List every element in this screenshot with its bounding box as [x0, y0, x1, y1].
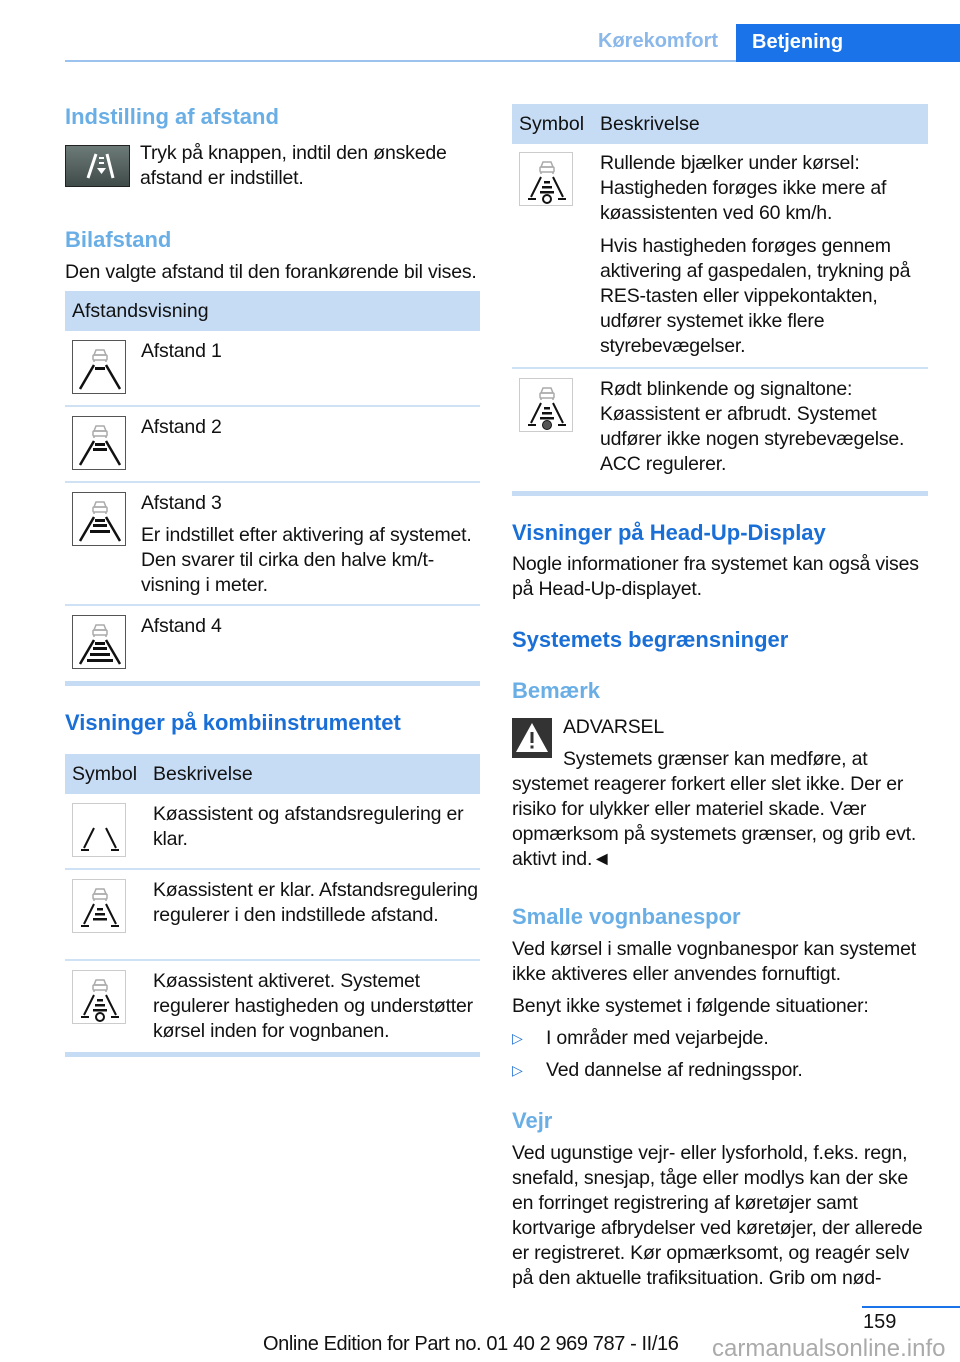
table-row — [65, 483, 480, 606]
table-row-note: Er indstillet efter aktivering af systemet. Den svarer til cirka den halve km/t-visning i meter. — [141, 524, 472, 596]
right-column — [512, 0, 928, 1291]
indstilling-block — [65, 141, 480, 191]
bilafstand-text: Den valgte afstand til den forankørende bil vises. — [65, 261, 477, 283]
lane-assist-ready-icon — [72, 803, 126, 857]
indstilling-text: Tryk på knappen, indtil den ønskede afstand er indstillet. — [140, 142, 447, 189]
col-symbol: Symbol — [72, 763, 138, 785]
warning-text: Systemets grænser kan medføre, at systemet reagerer forkert eller slet ikke. Der er risiko for ulykker eller materiel skade. Vær opmærksom på systemets grænser, og grib evt. aktivt ind.◄ — [512, 748, 917, 870]
table-row — [65, 794, 480, 870]
table-row — [65, 407, 480, 483]
heading-bemaerk: Bemærk — [512, 678, 601, 703]
heading-indstilling: Indstilling af afstand — [65, 104, 279, 129]
table-row-text: Rødt blinkende og signaltone: Køassistent er afbrudt. Systemet udfører ikke nogen styrebevægelse. ACC regulerer. — [600, 378, 905, 475]
table-row-text: Hvis hastigheden forøges gennem aktivering af gaspedalen, trykning på RES-tasten eller vippekontakten, udfører systemet ikke flere styrebevægelser. — [600, 235, 911, 357]
heading-hud: Visninger på Head-Up-Display — [512, 520, 826, 545]
table-row-text: Køassistent aktiveret. Systemet regulerer hastigheden og understøtter kørsel inden for vognbanen. — [153, 970, 473, 1042]
col-beskrivelse: Beskrivelse — [600, 113, 700, 135]
warning-block — [512, 715, 928, 872]
narrow-text: Ved kørsel i smalle vognbanespor kan systemet ikke aktiveres eller anvendes fornuftigt. — [512, 938, 916, 985]
distance-4-icon — [72, 615, 126, 669]
distance-1-icon — [72, 340, 126, 394]
table-row-label: Afstand 1 — [141, 340, 222, 362]
edition-text: Online Edition for Part no. 01 40 2 969 787 - II/16 — [263, 1333, 679, 1355]
col-symbol: Symbol — [519, 113, 585, 135]
header-label: Afstandsvisning — [72, 300, 209, 322]
page-number: 159 — [863, 1311, 897, 1333]
col-beskrivelse: Beskrivelse — [153, 763, 253, 785]
watermark: carmanualsonline.info — [712, 1335, 946, 1362]
tab-korekomfort[interactable]: Kørekomfort — [598, 30, 719, 52]
heading-bilafstand: Bilafstand — [65, 227, 172, 252]
footer-rule — [862, 1306, 960, 1308]
triangle-bullet-icon: ▷ — [512, 1030, 523, 1046]
tab-label: Betjening — [752, 31, 844, 53]
heading-kombiinstrument: Visninger på kombiinstrumentet — [65, 710, 401, 735]
bullet-item — [512, 1058, 928, 1083]
lane-assist-active-icon — [72, 970, 126, 1024]
table-row-label: Afstand 2 — [141, 416, 222, 438]
table-row — [65, 606, 480, 686]
lane-assist-interrupted-icon — [519, 378, 573, 432]
warning-title: ADVARSEL — [563, 716, 664, 738]
table-row — [512, 369, 928, 496]
heading-limits: Systemets begrænsninger — [512, 627, 789, 652]
lane-assist-ready-acc-icon — [72, 879, 126, 933]
table-row — [65, 961, 480, 1057]
weather-text: Ved ugunstige vejr- eller lysforhold, f.eks. regn, snefald, snesjap, tåge eller modlys kan der ske en forringet registrering af køretøjer samt kortvarige afbrydelser ved køretøjer, der allerede er registreret. Kør opmærksomt, og reagér selv på den aktuelle trafiksituation. Grib om nød- — [512, 1142, 923, 1289]
table-row — [65, 331, 480, 407]
table-header-afstandsvisning — [65, 291, 480, 331]
hud-text: Nogle informationer fra systemet kan også vises på Head-Up-displayet. — [512, 553, 919, 600]
left-column — [65, 0, 480, 1057]
table-row-text: Køassistent og afstandsregulering er klar. — [153, 803, 464, 850]
bullet-item — [512, 1026, 928, 1051]
bullet-text: I områder med vejarbejde. — [546, 1027, 769, 1049]
distance-3-icon — [72, 492, 126, 546]
warning-icon — [512, 718, 552, 758]
distance-2-icon — [72, 416, 126, 470]
heading-smalle: Smalle vognbanespor — [512, 904, 741, 929]
table-header — [65, 754, 480, 794]
table-row-label: Afstand 3 — [141, 492, 222, 514]
table-row — [65, 870, 480, 961]
table-row — [512, 144, 928, 369]
table-row-text: Køassistent er klar. Afstandsregulering regulerer i den indstillede afstand. — [153, 879, 478, 926]
table-header — [512, 104, 928, 144]
heading-vejr: Vejr — [512, 1108, 553, 1133]
table-row-label: Afstand 4 — [141, 615, 222, 637]
distance-button-icon — [65, 145, 130, 187]
bullet-text: Ved dannelse af redningsspor. — [546, 1059, 803, 1081]
narrow-text2: Benyt ikke systemet i følgende situationer: — [512, 995, 869, 1017]
triangle-bullet-icon: ▷ — [512, 1062, 523, 1078]
lane-assist-speed-limit-icon — [519, 152, 573, 206]
table-row-text: Rullende bjælker under kørsel: Hastigheden forøges ikke mere af køassistenten ved 60 km/h. — [600, 152, 887, 224]
